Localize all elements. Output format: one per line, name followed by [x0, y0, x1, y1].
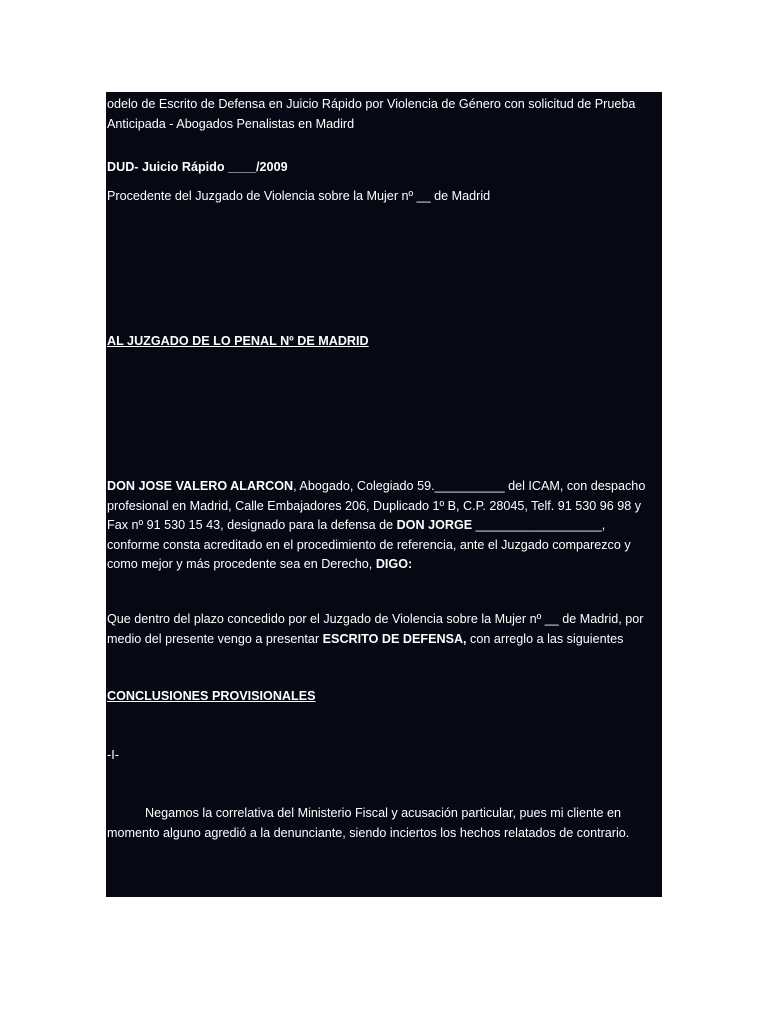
case-reference: DUD- Juicio Rápido ____/2009 [107, 160, 288, 174]
title-line-1: odelo de Escrito de Defensa en Juicio Rápido por Violencia de Género con solicitud de Prueba [107, 97, 636, 111]
court-heading: AL JUZGADO DE LO PENAL Nº DE MADRID [107, 334, 369, 348]
digo-label: DIGO: [375, 557, 413, 571]
client-name: DON JORGE [396, 518, 473, 532]
title-line-2: Anticipada - Abogados Penalistas en Madird [107, 116, 355, 131]
intro-paragraph: DON JOSE VALERO ALARCON, Abogado, Colegiado 59.__________ del ICAM, con despacho profesional en Madrid, Calle Embajadores 206, Duplicado 1º B, C.P. 28045, Telf. 91 530 96 98 y Fax nº 91 530 15 43, designado para la defensa de DON JORGE __________________, conforme consta acreditado en el procedimiento de referencia, ante el Juzgado comparezco y como mejor y más procedente sea en Derecho, DIGO: [107, 479, 646, 571]
conclusions-heading: CONCLUSIONES PROVISIONALES [107, 689, 316, 703]
denial-paragraph: Negamos la correlativa del Ministerio Fiscal y acusación particular, pues mi cliente en momento alguno agredió a la denunciante, siendo inciertos los hechos relatados de contrario. [107, 806, 630, 840]
document-title [107, 95, 660, 134]
lawyer-name: DON JOSE VALERO ALARCON [107, 479, 294, 493]
section-numeral: -I- [107, 748, 119, 762]
defense-paragraph: Que dentro del plazo concedido por el Juzgado de Violencia sobre la Mujer nº __ de Madrid, por medio del presente vengo a presentar ESCRITO DE DEFENSA, con arreglo a las siguientes [107, 612, 644, 646]
document-page [106, 92, 662, 897]
origin-court: Procedente del Juzgado de Violencia sobre la Mujer nº __ de Madrid [107, 189, 491, 203]
